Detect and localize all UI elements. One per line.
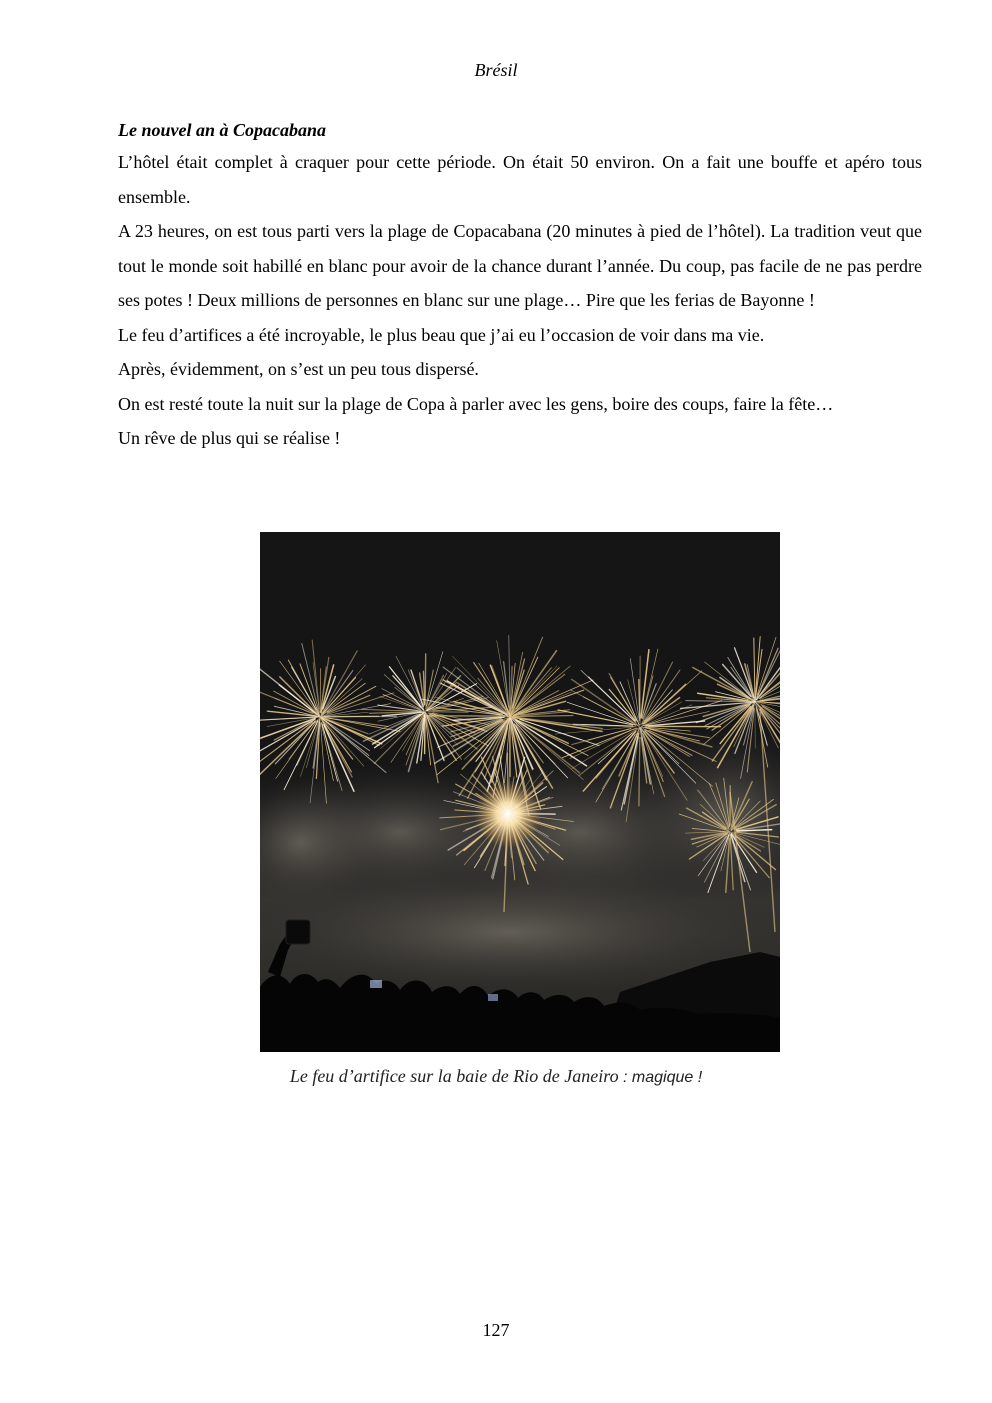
paragraph-tradition: A 23 heures, on est tous parti vers la plage de Copacabana (20 minutes à pied de l’hôtel). La tradition veut que tout le monde soit habillé en blanc pour avoir de la chance durant l’année. Du coup, pas facile de ne pas perdre ses potes ! Deux millions de personnes en blanc sur une plage… Pire que les ferias de Bayonne !: [118, 221, 922, 310]
phone-screen-2: [488, 994, 498, 1001]
bright-core: [474, 780, 542, 848]
paragraph-fireworks: Le feu d’artifices a été incroyable, le plus beau que j’ai eu l’occasion de voir dans ma vie.: [118, 324, 765, 345]
paragraph-hotel: L’hôtel était complet à craquer pour cette période. On était 50 environ. On a fait une bouffe et apéro tous ensemble.: [118, 152, 922, 207]
paragraph-night: On est resté toute la nuit sur la plage de Copa à parler avec les gens, boire des coups, faire la fête…: [118, 393, 834, 414]
phone-screen-1: [370, 980, 382, 988]
section-title: Le nouvel an à Copacabana: [118, 120, 327, 140]
page-number: 127: [482, 1320, 510, 1340]
main-content: [118, 115, 922, 456]
fireworks-photo: [260, 532, 780, 1052]
fireworks-illustration: [260, 532, 780, 1052]
caption-main: Le feu d’artifice sur la baie de Rio de Janeiro: [289, 1066, 619, 1086]
caption-emphasis: : magique !: [618, 1069, 703, 1086]
paragraph-dispersed: Après, évidemment, on s’est un peu tous dispersé.: [118, 359, 479, 379]
running-header: Brésil: [474, 60, 518, 80]
phone-silhouette: [286, 920, 310, 944]
figure-caption: [0, 1066, 992, 1087]
paragraph-dream: Un rêve de plus qui se réalise !: [118, 428, 341, 448]
